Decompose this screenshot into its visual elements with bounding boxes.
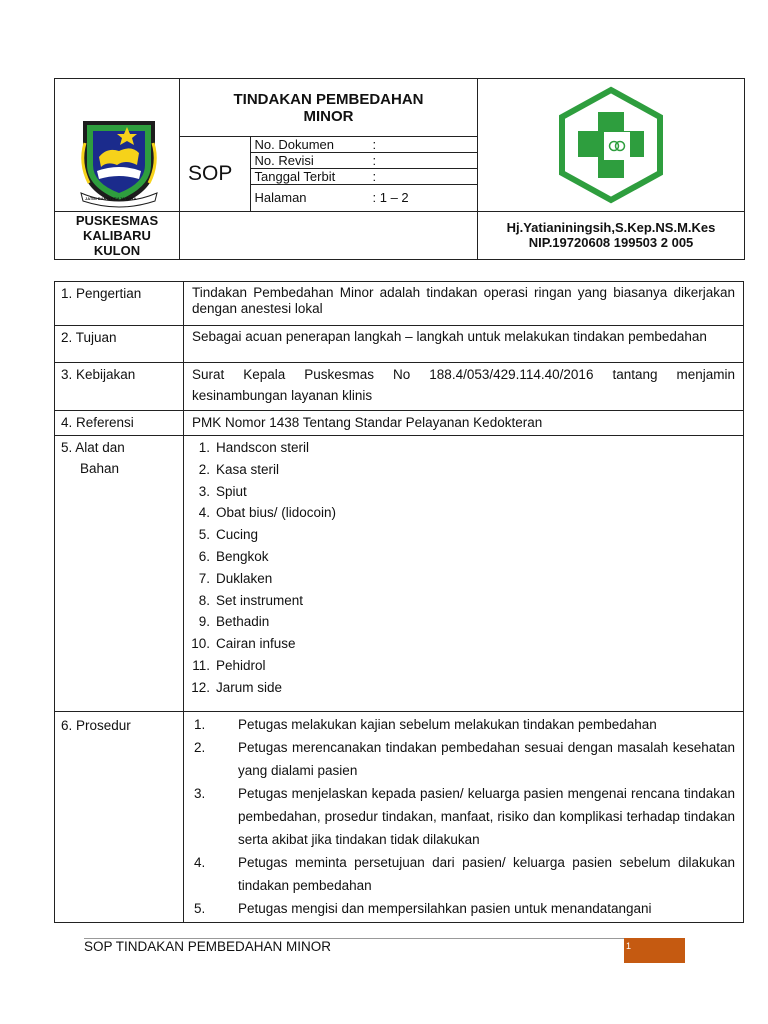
logo-motto: JATIM BAKTI PRAJA WIRA (85, 196, 137, 201)
row-referensi (55, 411, 744, 436)
label-alat-bahan: 5. Alat dan Bahan (55, 436, 184, 712)
label-referensi: 4. Referensi (55, 411, 184, 436)
field-halaman: Halaman : 1 – 2 (250, 185, 477, 211)
text-tujuan: Sebagai acuan penerapan langkah – langkah untuk melakukan tindakan pembedahan (184, 326, 744, 363)
label-prosedur: 6. Prosedur (55, 712, 184, 923)
procedure-step: 3. Petugas menjelaskan kepada pasien/ keluarga pasien mengenai rencana tindakan pembedahan, prosedur tindakan, manfaat, risiko dan komplikasi terhadap tindakan serta akibat jika tindakan tidak dilakukan (194, 786, 735, 847)
page-number-badge: 1 (624, 938, 685, 963)
field-no-dokumen: No. Dokumen : (254, 136, 377, 152)
footer-title: SOP TINDAKAN PEMBEDAHAN MINOR (84, 939, 332, 954)
list-item: 5. Cucing (198, 527, 259, 543)
procedure-step: 5. Petugas mengisi dan mempersilahkan pasien untuk menandatangani (194, 901, 652, 916)
sop-label: SOP (180, 137, 250, 211)
list-item: 7. Duklaken (198, 570, 273, 586)
list-item: 6. Bengkok (198, 548, 269, 564)
label-kebijakan: 3. Kebijakan (55, 363, 184, 411)
list-item: 12. Jarum side (191, 679, 283, 695)
list-item: 2. Kasa steril (198, 461, 280, 477)
list-item: 4. Obat bius/ (lidocoin) (198, 505, 337, 521)
procedure-step: 2. Petugas merencanakan tindakan pembedahan sesuai dengan masalah kesehatan yang dialami pasien (194, 740, 735, 778)
signer-name: Hj.Yatianiningsih,S.Kep.NS.M.Kes (506, 220, 716, 235)
label-pengertian: 1. Pengertian (55, 282, 184, 326)
row-tujuan (55, 326, 744, 363)
list-item: 3. Spiut (198, 483, 247, 499)
list-item: 10. Cairan infuse (191, 636, 296, 652)
list-item: 11. Pehidrol (192, 657, 266, 673)
procedure-step: 1. Petugas melakukan kajian sebelum melakukan tindakan pembedahan (194, 717, 657, 732)
text-pengertian: Tindakan Pembedahan Minor adalah tindakan operasi ringan yang biasanya dikerjakan dengan anestesi lokal (184, 282, 744, 326)
text-kebijakan: Surat Kepala Puskesmas No 188.4/053/429.114.40/2016 tantang menjamin kesinambungan layanan klinis (184, 363, 744, 411)
row-alat-bahan (55, 436, 744, 712)
organization-name: PUSKESMAS KALIBARU KULON (55, 211, 180, 259)
empty-cell (180, 211, 478, 259)
row-pengertian (55, 282, 744, 326)
puskesmas-logo-cell (478, 79, 745, 212)
document-info-table (180, 137, 477, 211)
puskesmas-hexagon-cross-icon (556, 86, 666, 204)
signer-block (478, 211, 745, 259)
east-java-emblem-icon (77, 113, 161, 209)
document-title: TINDAKAN PEMBEDAHAN MINOR (233, 91, 424, 125)
regional-logo-cell (55, 79, 180, 212)
field-tanggal-terbit: Tanggal Terbit : (250, 169, 477, 185)
procedure-step: 4. Petugas meminta persetujuan dari pasien/ keluarga pasien sebelum dilakukan tindakan pembedahan (194, 855, 735, 893)
list-item: 1. Handscon steril (198, 440, 310, 455)
row-prosedur (55, 712, 744, 923)
label-tujuan: 2. Tujuan (55, 326, 184, 363)
list-item: 8. Set instrument (198, 592, 304, 608)
list-item: 9. Bethadin (198, 614, 270, 630)
prosedur-list (184, 712, 744, 923)
sop-content-table (54, 281, 744, 923)
row-kebijakan (55, 363, 744, 411)
field-no-revisi: No. Revisi : (250, 153, 477, 169)
text-referensi: PMK Nomor 1438 Tentang Standar Pelayanan Kedokteran (184, 411, 744, 436)
title-sop-cell (180, 79, 478, 212)
sop-header-table (54, 78, 745, 260)
signer-nip: NIP.19720608 199503 2 005 (528, 235, 694, 250)
alat-bahan-list (184, 436, 744, 712)
